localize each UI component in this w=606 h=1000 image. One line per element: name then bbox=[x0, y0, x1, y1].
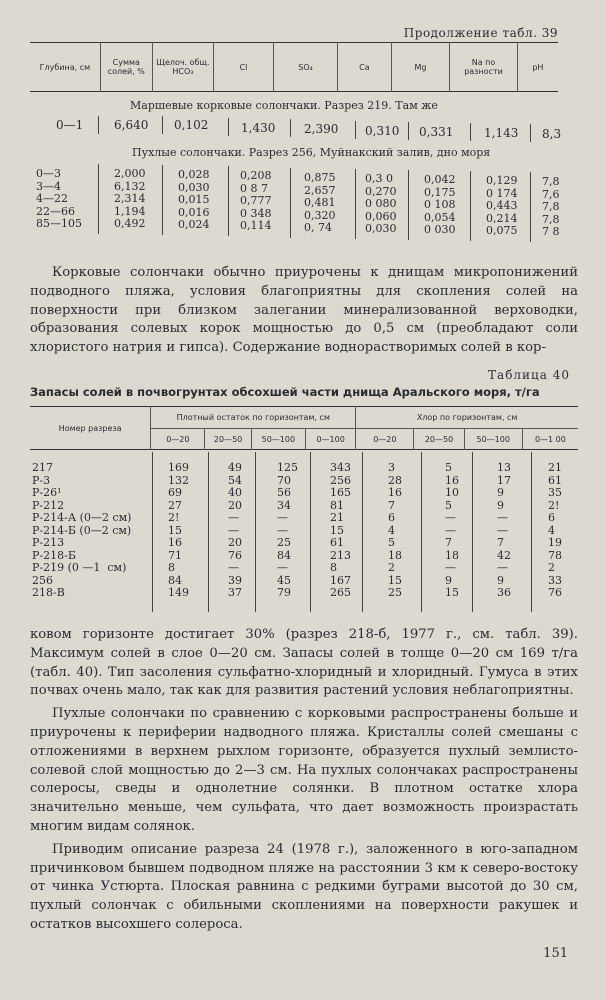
t39-col-sep bbox=[228, 166, 229, 236]
body-paragraph-4: Приводим описание разреза 24 (1978 г.), заложенного в юго-западном причинковом бывшем подводном пляже на расстоянии 3 км к северо-востоку от чинка Устюрта. Плоская равнина с редкими буграми высотой до 30 см, пухлый солончак с обильными скоплениями на поверхности ракушек и остатков высохшего солероса. bbox=[30, 841, 578, 932]
t39-col-na: 0,129 0 174 0,443 0,214 0,075 bbox=[486, 174, 518, 237]
t39-col-cl: 0,208 0 8 7 0,777 0 348 0,114 bbox=[240, 169, 272, 232]
t39-col-mg: 0,042 0,175 0 108 0,054 0 030 bbox=[424, 173, 456, 236]
body-paragraph-3: Пухлые солончаки по сравнению с корковыми распространены больше и приурочены к периферии надводного пляжа. Кристаллы солей смешаны с отложениями в верхнем рыхлом горизонте, образуется пухлый землисто-солевой слой мощностью до 2—3 см. На пухлых солончаках распространены солеросы, сведы и однолетние солянки. В плотном остатке хлора значительно меньше, чем сульфата, что дает возможность произрастать многим видам солянок. bbox=[30, 706, 578, 834]
body-paragraph-1 bbox=[30, 264, 578, 358]
t40-col-1: 169 132 69 27 2! 15 16 71 8 84 149 bbox=[168, 461, 189, 599]
t39-row1-ph: 8,3 bbox=[542, 127, 562, 141]
t40-col-6: 5 16 10 5 — — 7 18 — 9 15 bbox=[445, 461, 459, 599]
t39-row1-alk: 0,102 bbox=[174, 118, 209, 132]
t39-row1-mg: 0,331 bbox=[419, 125, 454, 139]
t39-row1-na: 1,143 bbox=[484, 126, 519, 140]
t39-row1-salts: 6,640 bbox=[114, 118, 149, 132]
t39-col-sep bbox=[530, 172, 531, 242]
t39-h-ca: Ca bbox=[338, 43, 391, 92]
t40-col-sep bbox=[362, 452, 363, 612]
table40-title: Запасы солей в почвогрунтах обсохшей части днища Аральского моря, т/га bbox=[30, 385, 540, 399]
t40-h-group2: Хлор по горизонтам, см bbox=[356, 407, 578, 429]
t39-h-ph: pH bbox=[517, 43, 558, 92]
t39-row1-sep bbox=[530, 124, 531, 142]
t40-sub1-2: 50—100 bbox=[251, 429, 305, 450]
t40-sub2-2: 50—100 bbox=[464, 429, 522, 450]
t40-h-section: Номер разреза bbox=[58, 423, 122, 433]
t40-col-sep bbox=[152, 452, 153, 612]
t40-col-sep bbox=[421, 452, 422, 612]
t40-col-section: 217 Р-3 Р-26¹ Р-212 Р-214-А (0—2 см) Р-214-Б (0—2 см) Р-213 Р-218-Б Р-219 (0 —1 см) 256 218-В bbox=[32, 461, 132, 599]
t39-row1-cl: 1,430 bbox=[241, 121, 276, 135]
t40-col-2: 49 54 40 20 — — 20 76 — 39 37 bbox=[228, 461, 242, 599]
t40-col-5: 3 28 16 7 6 4 5 18 2 15 25 bbox=[388, 461, 402, 599]
t39-h-depth: Глубина, см bbox=[39, 62, 91, 72]
t40-sub1-1: 20—50 bbox=[205, 429, 251, 450]
t39-col-salts: 2,000 6,132 2,314 1,194 0,492 bbox=[114, 167, 146, 230]
t39-col-sep bbox=[290, 168, 291, 238]
t39-row1-sep bbox=[408, 122, 409, 140]
t39-col-depth: 0—3 3—4 4—22 22—66 85—105 bbox=[36, 167, 82, 230]
t39-h-na: Na по разности bbox=[450, 43, 517, 92]
table39-header bbox=[30, 42, 558, 92]
t40-col-sep bbox=[208, 452, 209, 612]
t39-row1-so4: 2,390 bbox=[304, 122, 339, 136]
t39-h-so4: SO₄ bbox=[273, 43, 337, 92]
t40-sub1-3: 0—100 bbox=[305, 429, 355, 450]
t40-col-sep bbox=[531, 452, 532, 612]
t39-col-sep bbox=[162, 165, 163, 235]
t39-section1-title: Маршевые корковые солончаки. Разрез 219. Там же bbox=[130, 99, 438, 112]
t39-h-salts: Сумма солей, % bbox=[100, 43, 152, 92]
t39-h-mg: Mg bbox=[391, 43, 450, 92]
table40-label: Таблица 40 bbox=[488, 368, 570, 382]
t40-col-sep bbox=[472, 452, 473, 612]
t39-col-sep bbox=[470, 171, 471, 241]
t39-row1-depth: 0—1 bbox=[56, 118, 84, 132]
t39-col-ca: 0,3 0 0,270 0 080 0,060 0,030 bbox=[365, 172, 397, 235]
t40-sub2-0: 0—20 bbox=[356, 429, 414, 450]
t39-h-cl: Cl bbox=[214, 43, 274, 92]
t39-row1-ca: 0,310 bbox=[365, 124, 400, 138]
page-number: 151 bbox=[543, 946, 568, 961]
t40-col-sep bbox=[255, 452, 256, 612]
t39-col-sep bbox=[355, 169, 356, 239]
t40-sub2-3: 0—1 00 bbox=[522, 429, 578, 450]
t40-col-7: 13 17 9 9 — — 7 42 — 9 36 bbox=[497, 461, 511, 599]
body-text-block bbox=[30, 626, 578, 935]
t40-sub1-0: 0—20 bbox=[151, 429, 205, 450]
t39-col-so4: 0,875 2,657 0,481 0,320 0, 74 bbox=[304, 171, 336, 234]
t39-row1-sep bbox=[228, 118, 229, 136]
body-paragraph-2: ковом горизонте достигает 30% (разрез 218-б, 1977 г., см. табл. 39). Максимум солей в слое 0—20 см. Запасы солей в толще 0—20 см 169 т/га (табл. 40). Тип засоления сульфатно-хлоридный и хлоридный. Гумуса в этих почвах очень мало, так как для развития растений условия неблагоприятны. bbox=[30, 627, 578, 699]
t39-row1-sep bbox=[355, 121, 356, 139]
t39-row1-sep bbox=[290, 119, 291, 137]
paragraph-text: Корковые солончаки обычно приурочены к днищам микропонижений подводного пляжа, условия благоприятны для скопления солей на поверхности при близком залегании минерализованной верховодки, образования солевых корок мощностью до 0,5 см (преобладают соли хлористого натрия и гипса). Содержание воднорастворимых солей в кор- bbox=[30, 265, 578, 356]
table40-header bbox=[30, 406, 578, 450]
t39-row1-sep bbox=[162, 116, 163, 134]
t40-sub2-1: 20—50 bbox=[414, 429, 464, 450]
t40-col-3: 125 70 56 34 — — 25 84 — 45 79 bbox=[277, 461, 298, 599]
t40-col-8: 21 61 35 2! 6 4 19 78 2 33 76 bbox=[548, 461, 562, 599]
t39-col-sep bbox=[98, 164, 99, 234]
table-continuation-label: Продолжение табл. 39 bbox=[403, 26, 558, 40]
t40-col-4: 343 256 165 81 21 15 61 213 8 167 265 bbox=[330, 461, 351, 599]
t39-col-sep bbox=[408, 170, 409, 240]
t40-h-group1: Плотный остаток по горизонтам, см bbox=[151, 407, 356, 429]
t39-row1-sep bbox=[98, 116, 99, 134]
t39-h-alk: Щелоч. общ. HCO₃ bbox=[152, 43, 213, 92]
t39-row1-sep bbox=[470, 123, 471, 141]
t39-col-alk: 0,028 0,030 0,015 0,016 0,024 bbox=[178, 168, 210, 231]
t40-col-sep bbox=[310, 452, 311, 612]
t39-section2-title: Пухлые солончаки. Разрез 256, Муйнакский залив, дно моря bbox=[132, 146, 491, 159]
t39-col-ph: 7,8 7,6 7,8 7,8 7 8 bbox=[542, 175, 560, 238]
